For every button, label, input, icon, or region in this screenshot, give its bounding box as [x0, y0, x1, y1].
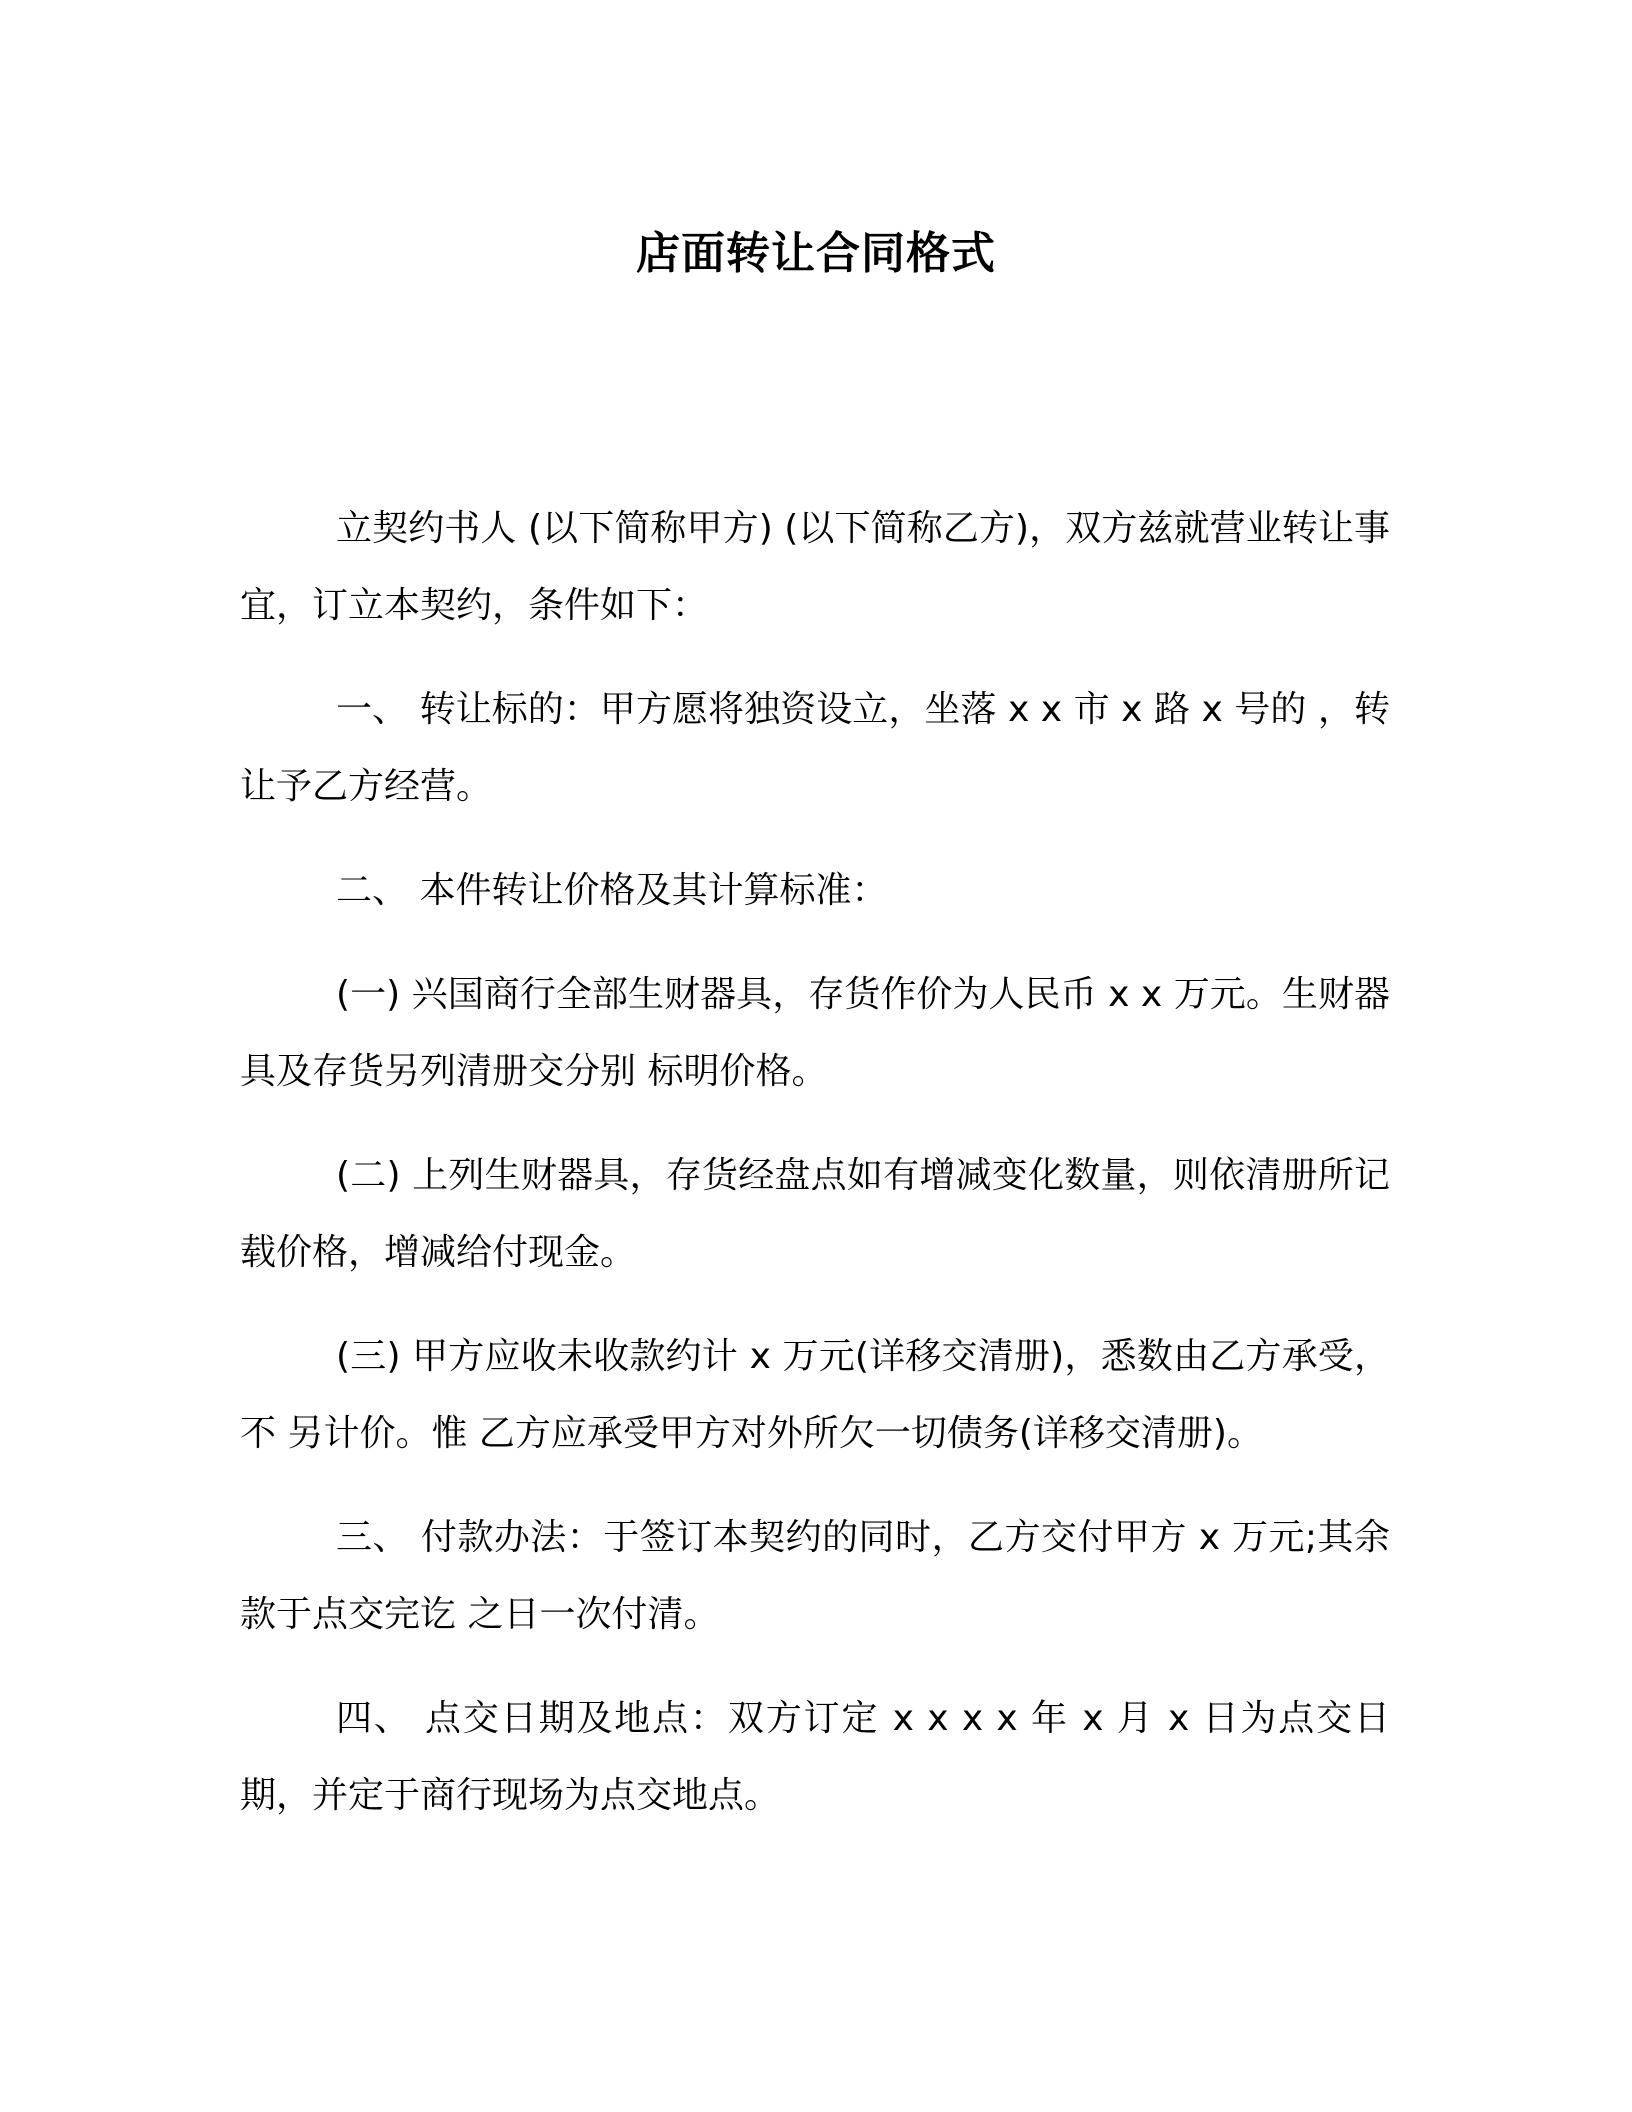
document-title: 店面转让合同格式: [636, 228, 996, 279]
paragraph-clause-2: 二、 本件转让价格及其计算标准：: [336, 870, 888, 911]
paragraph-clause-2-item-2: (二) 上列生财器具，存货经盘点如有增减变化数量，则依清册所记载价格，增减给付现金。: [240, 1155, 1390, 1273]
paragraph-clause-1: 一、 转让标的：甲方愿将独资设立，坐落 x x 市 x 路 x 号的 ，转让予乙方经营。: [240, 689, 1390, 807]
paragraph-clause-2-item-3: (三) 甲方应收未收款约计 x 万元(详移交清册)，悉数由乙方承受，不 另计价。惟 乙方应承受甲方对外所欠一切债务(详移交清册)。: [240, 1336, 1390, 1454]
document-body: [240, 490, 1390, 1861]
paragraph-intro: 立契约书人 (以下简称甲方) (以下简称乙方)，双方兹就营业转让事宜，订立本契约，条件如下：: [240, 508, 1390, 626]
paragraph-clause-4: 四、 点交日期及地点：双方订定 x x x x 年 x 月 x 日为点交日期，并定于商行现场为点交地点。: [240, 1698, 1390, 1816]
paragraph-clause-3: 三、 付款办法：于签订本契约的同时，乙方交付甲方 x 万元;其余款于点交完讫 之日一次付清。: [240, 1517, 1390, 1635]
paragraph-clause-2-item-1: (一) 兴国商行全部生财器具，存货作价为人民币 x x 万元。生财器具及存货另列清册交分别 标明价格。: [240, 974, 1390, 1092]
